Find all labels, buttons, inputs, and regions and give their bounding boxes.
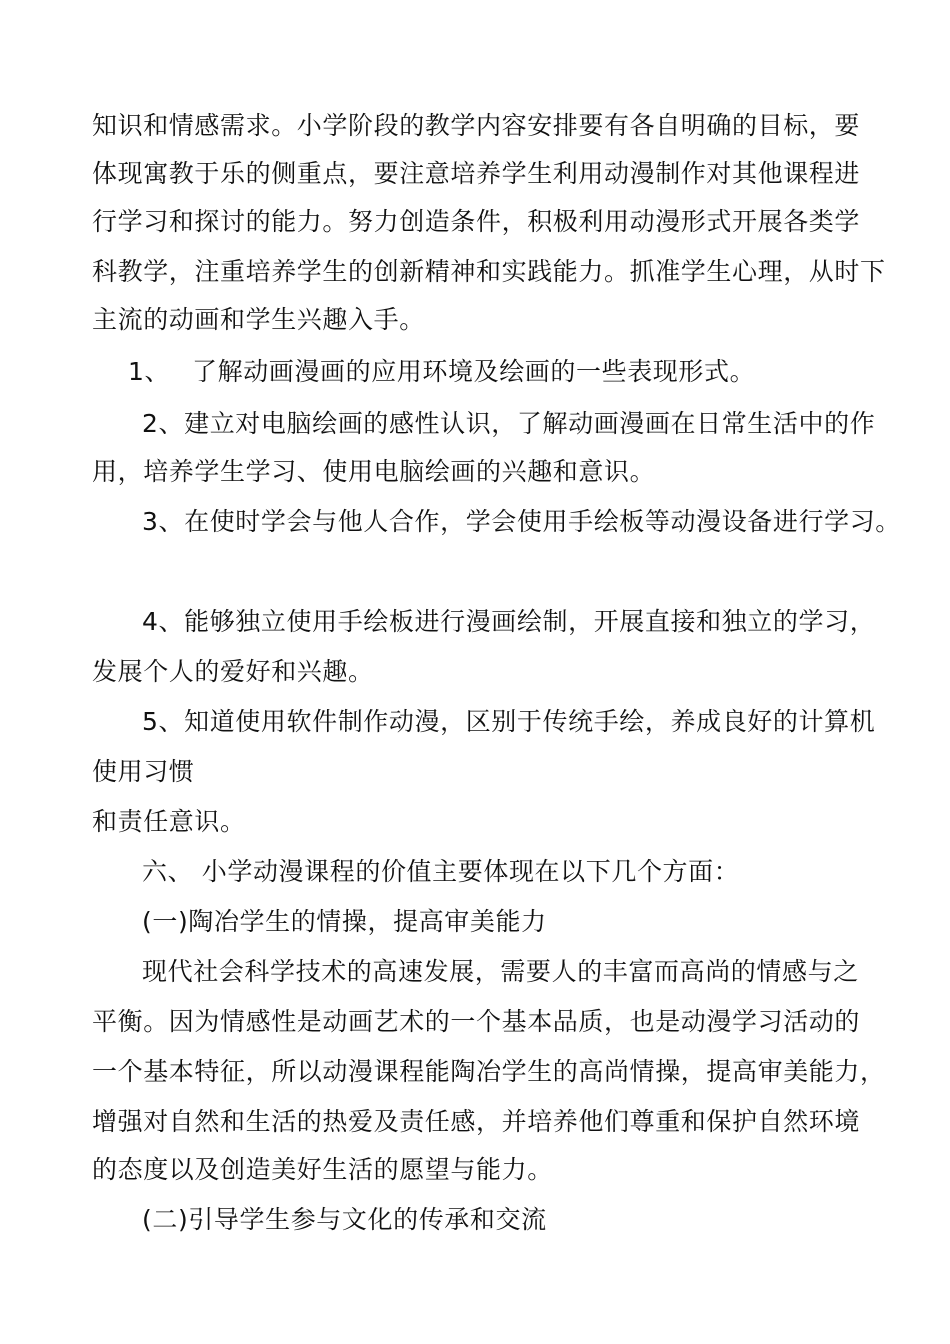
paragraph-line: 的态度以及创造美好生活的愿望与能力。 [92,1155,553,1184]
paragraph-line: 平衡。因为情感性是动画艺术的一个基本品质，也是动漫学习活动的 [92,1007,861,1036]
paragraph-line: 增强对自然和生活的热爱及责任感，并培养他们尊重和保护自然环境 [92,1107,861,1136]
section-heading: 六、 小学动漫课程的价值主要体现在以下几个方面： [142,857,740,886]
subsection-heading: (二)引导学生参与文化的传承和交流 [142,1205,547,1234]
paragraph-line: 现代社会科学技术的高速发展，需要人的丰富而高尚的情感与之 [142,957,859,986]
list-item-continuation: 和责任意识。 [92,807,246,836]
paragraph-line: 科教学，注重培养学生的创新精神和实践能力。抓准学生心理，从时下 [92,257,886,286]
list-item-continuation: 使用习惯 [92,757,195,786]
paragraph-line: 体现寓教于乐的侧重点，要注意培养学生利用动漫制作对其他课程进 [92,159,861,188]
list-item-continuation: 用，培养学生学习、使用电脑绘画的兴趣和意识。 [92,457,656,486]
list-item: 2、建立对电脑绘画的感性认识，了解动画漫画在日常生活中的作 [142,409,876,438]
list-item: 3、在使时学会与他人合作，学会使用手绘板等动漫设备进行学习。 [142,507,901,536]
list-item-text: 了解动画漫画的应用环境及绘画的一些表现形式。 [192,357,756,386]
list-item-continuation: 发展个人的爱好和兴趣。 [92,657,374,686]
list-item: 5、知道使用软件制作动漫，区别于传统手绘，养成良好的计算机 [142,707,876,736]
paragraph-line: 主流的动画和学生兴趣入手。 [92,305,425,334]
paragraph-line: 知识和情感需求。小学阶段的教学内容安排要有各自明确的目标，要 [92,111,861,140]
list-number: 1、 [128,357,171,386]
paragraph-line: 行学习和探讨的能力。努力创造条件，积极利用动漫形式开展各类学 [92,207,861,236]
paragraph-line: 一个基本特征，所以动漫课程能陶冶学生的高尚情操，提高审美能力， [92,1057,886,1086]
list-item: 4、能够独立使用手绘板进行漫画绘制，开展直接和独立的学习， [142,607,876,636]
subsection-heading: (一)陶冶学生的情操，提高审美能力 [142,907,547,936]
